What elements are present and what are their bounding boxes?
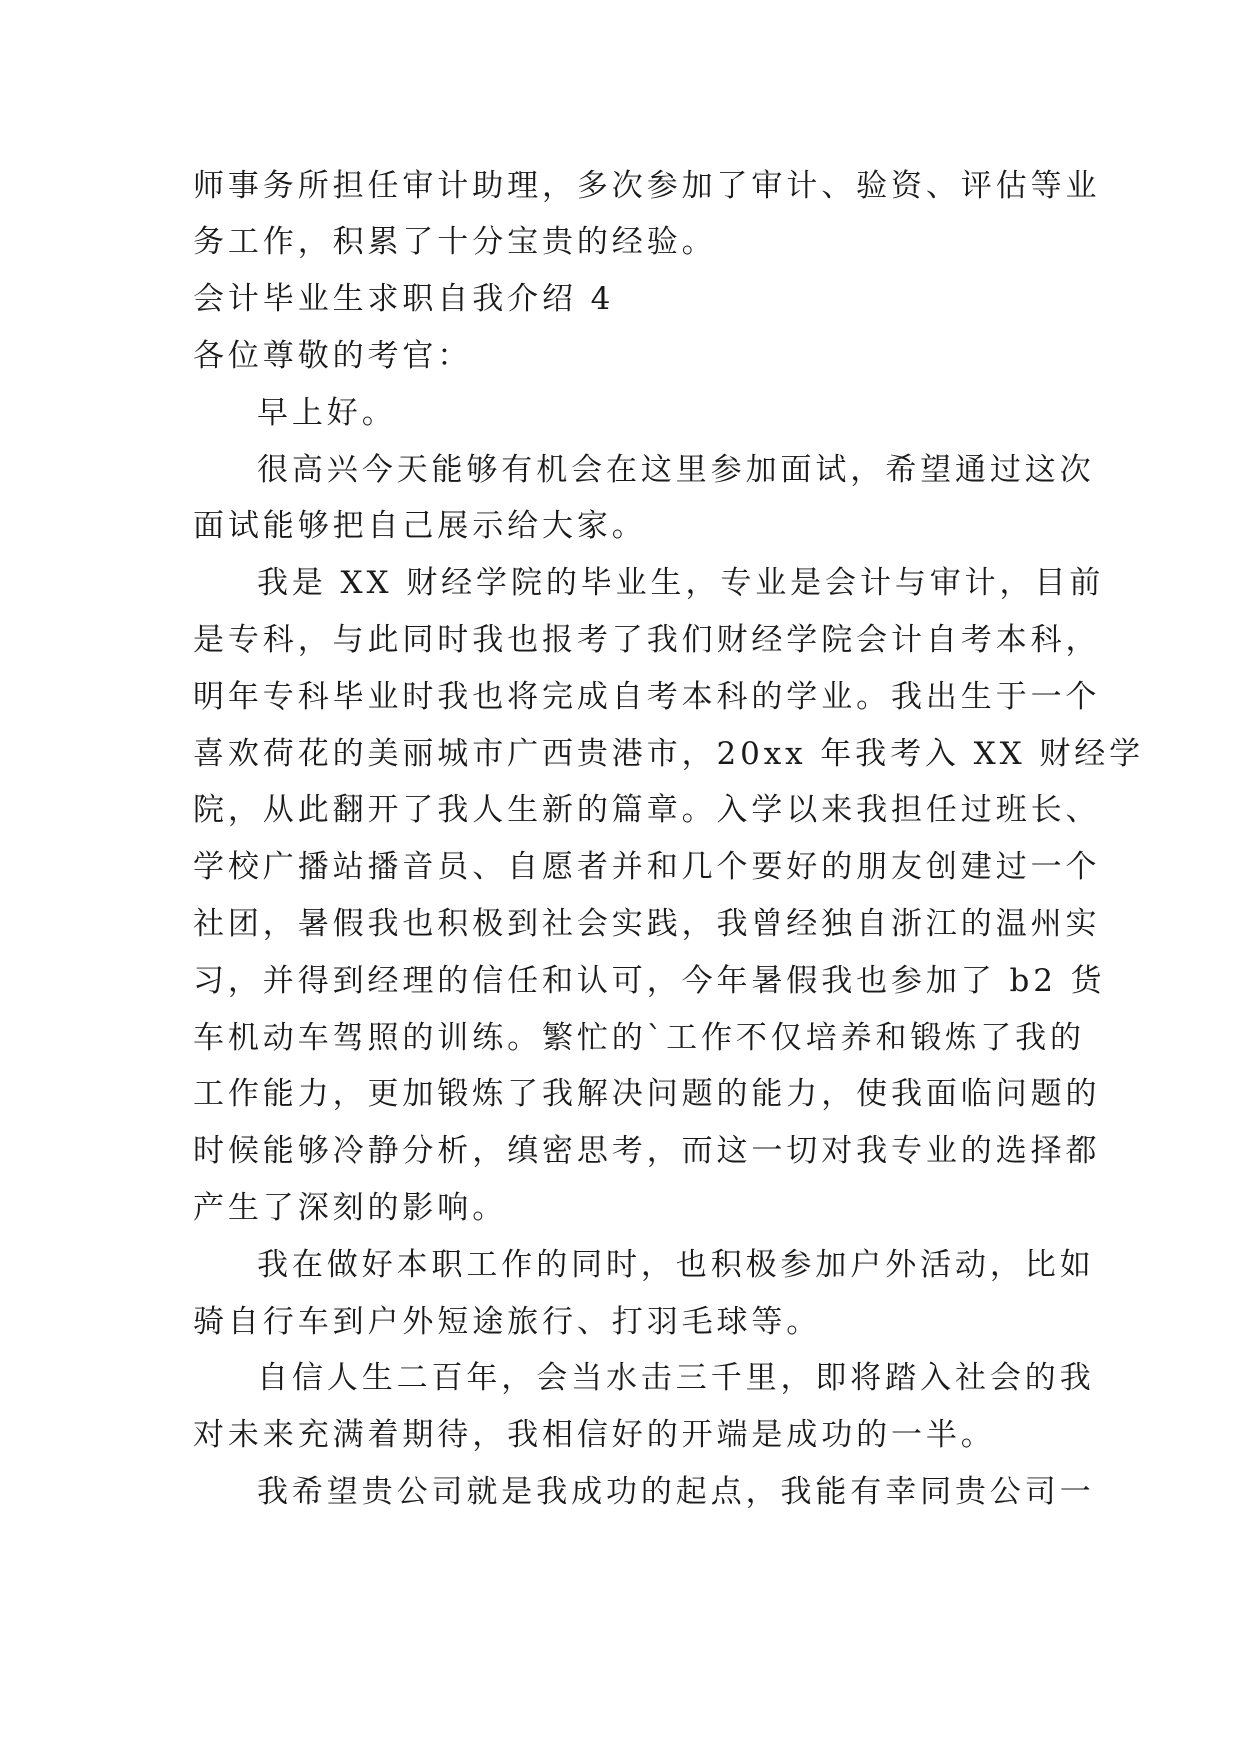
paragraph-line: 是专科，与此同时我也报考了我们财经学院会计自考本科， bbox=[193, 622, 1101, 658]
paragraph-line: 明年专科毕业时我也将完成自考本科的学业。我出生于一个 bbox=[193, 679, 1101, 715]
paragraph-line: 车机动车驾照的训练。繁忙的`工作不仅培养和锻炼了我的 bbox=[193, 1020, 1085, 1056]
paragraph-line: 社团，暑假我也积极到社会实践，我曾经独自浙江的温州实 bbox=[193, 906, 1101, 942]
paragraph-line: 骑自行车到户外短途旅行、打羽毛球等。 bbox=[193, 1304, 822, 1340]
paragraph-line: 习，并得到经理的信任和认可，今年暑假我也参加了 b2 货 bbox=[193, 963, 1106, 999]
section-heading: 会计毕业生求职自我介绍 4 bbox=[193, 281, 615, 317]
text-line: 师事务所担任审计助理，多次参加了审计、验资、评估等业 bbox=[193, 168, 1101, 204]
paragraph-line: 喜欢荷花的美丽城市广西贵港市，20xx 年我考入 XX 财经学 bbox=[193, 736, 1145, 772]
paragraph-line: 我是 XX 财经学院的毕业生，专业是会计与审计，目前 bbox=[257, 565, 1105, 601]
paragraph-line: 学校广播站播音员、自愿者并和几个要好的朋友创建过一个 bbox=[193, 849, 1101, 885]
paragraph-line: 我在做好本职工作的同时，也积极参加户外活动，比如 bbox=[257, 1247, 1095, 1283]
greeting: 早上好。 bbox=[257, 395, 397, 431]
paragraph-line: 时候能够冷静分析，缜密思考，而这一切对我专业的选择都 bbox=[193, 1133, 1101, 1169]
paragraph-line: 产生了深刻的影响。 bbox=[193, 1190, 508, 1226]
paragraph-line: 面试能够把自己展示给大家。 bbox=[193, 508, 647, 544]
paragraph-line: 我希望贵公司就是我成功的起点，我能有幸同贵公司一 bbox=[257, 1474, 1095, 1510]
text-line: 务工作，积累了十分宝贵的经验。 bbox=[193, 224, 717, 260]
paragraph-line: 很高兴今天能够有机会在这里参加面试，希望通过这次 bbox=[257, 452, 1095, 488]
paragraph-line: 工作能力，更加锻炼了我解决问题的能力，使我面临问题的 bbox=[193, 1076, 1101, 1112]
paragraph-line: 对未来充满着期待，我相信好的开端是成功的一半。 bbox=[193, 1417, 996, 1453]
salutation: 各位尊敬的考官： bbox=[193, 338, 473, 374]
paragraph-line: 院，从此翻开了我人生新的篇章。入学以来我担任过班长、 bbox=[193, 792, 1101, 828]
paragraph-line: 自信人生二百年，会当水击三千里，即将踏入社会的我 bbox=[257, 1360, 1095, 1396]
